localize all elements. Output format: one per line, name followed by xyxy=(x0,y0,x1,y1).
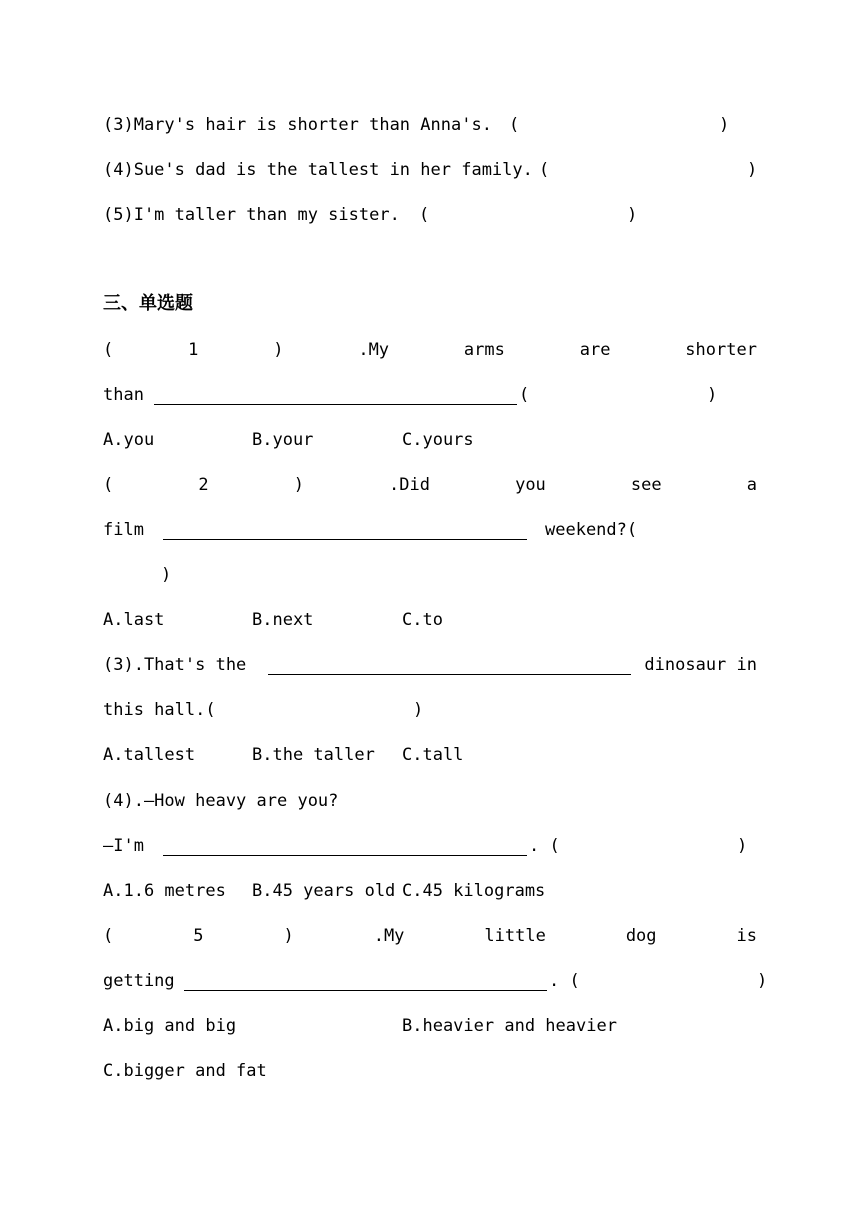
q2-word: a xyxy=(746,475,757,495)
q3-answer-blank[interactable] xyxy=(268,674,631,675)
q2-word: .Did xyxy=(389,475,430,495)
q5-options-row2 xyxy=(103,1059,757,1083)
q4-options xyxy=(103,879,757,903)
judge-item-5-text: (5)I'm taller than my sister. xyxy=(103,205,400,225)
q1-word: ) xyxy=(273,340,284,360)
q5-word: ) xyxy=(283,926,294,946)
option-a: A.last xyxy=(103,610,165,630)
q5-line2-end: . ( xyxy=(549,971,580,991)
option-a: A.tallest xyxy=(103,745,196,765)
answer-paren-close: ) xyxy=(737,836,748,856)
q1-word: are xyxy=(579,340,611,360)
answer-paren-close: ) xyxy=(719,115,730,135)
q1-answer-blank[interactable] xyxy=(154,404,517,405)
q3-end: dinosaur in xyxy=(644,655,757,675)
q2-word: ) xyxy=(293,475,304,495)
q3-line2 xyxy=(103,698,757,722)
section-heading: 三、单选题 xyxy=(103,293,193,314)
q2-line3 xyxy=(103,563,757,587)
q2-line2-end: weekend?( xyxy=(545,520,638,540)
option-a: A.1.6 metres xyxy=(103,881,226,901)
q5-line2-start: getting xyxy=(103,971,175,991)
q4-line2-start: —I'm xyxy=(103,836,144,856)
q1-word: shorter xyxy=(685,340,757,360)
q5-number: 5 xyxy=(193,926,204,946)
q5-word: is xyxy=(736,926,757,946)
answer-paren-close: ) xyxy=(707,385,718,405)
answer-paren-open: ( xyxy=(539,160,550,180)
q1-word: arms xyxy=(463,340,505,360)
answer-paren-close: ) xyxy=(747,160,758,180)
q2-line2-start: film xyxy=(103,520,144,540)
q4-line2 xyxy=(103,834,757,858)
answer-paren-open: ( xyxy=(419,205,430,225)
q1-line2-start: than xyxy=(103,385,144,405)
answer-paren-close: ) xyxy=(413,700,424,720)
option-c: C.45 kilograms xyxy=(402,881,546,901)
q5-word: .My xyxy=(373,926,405,946)
answer-paren-close: ) xyxy=(627,205,638,225)
q5-options-row1 xyxy=(103,1014,757,1038)
q5-answer-blank[interactable] xyxy=(184,990,547,991)
q1-number: 1 xyxy=(188,340,199,360)
answer-paren-open: ( xyxy=(519,385,530,405)
q2-number: 2 xyxy=(198,475,209,495)
q4-line2-end: . ( xyxy=(529,836,560,856)
judge-item-3-text: (3)Mary's hair is shorter than Anna's. xyxy=(103,115,492,135)
q4-answer-blank[interactable] xyxy=(163,855,527,856)
q3-options xyxy=(103,743,757,767)
q1-options xyxy=(103,428,757,452)
q3-line1 xyxy=(103,653,757,677)
option-c: C.to xyxy=(402,610,443,630)
option-b: B.45 years old xyxy=(252,881,396,901)
q1-line1 xyxy=(103,338,757,362)
option-c: C.tall xyxy=(402,745,464,765)
q5-word: little xyxy=(484,926,546,946)
q1-line2 xyxy=(103,383,757,407)
q5-word: ( xyxy=(103,926,114,946)
q5-line2 xyxy=(103,969,768,993)
q2-options xyxy=(103,608,757,632)
option-a: A.you xyxy=(103,430,155,450)
answer-paren-close: ) xyxy=(161,565,172,585)
q2-line1 xyxy=(103,473,757,497)
answer-paren-close: ) xyxy=(757,971,768,991)
q4-question: (4).—How heavy are you? xyxy=(103,791,339,811)
q3-start: (3).That's the xyxy=(103,655,247,675)
option-b: B.heavier and heavier xyxy=(402,1016,617,1036)
option-b: B.your xyxy=(252,430,314,450)
q1-word: ( xyxy=(103,340,114,360)
q4-line1 xyxy=(103,789,757,813)
option-b: B.next xyxy=(252,610,314,630)
option-a: A.big and big xyxy=(103,1016,237,1036)
q3-line2-text: this hall.( xyxy=(103,700,216,720)
option-c: C.yours xyxy=(402,430,474,450)
q5-word: dog xyxy=(625,926,657,946)
judge-item-4 xyxy=(103,158,757,182)
option-c: C.bigger and fat xyxy=(103,1061,267,1081)
q1-word: .My xyxy=(358,340,390,360)
answer-paren-open: ( xyxy=(509,115,520,135)
q2-word: ( xyxy=(103,475,114,495)
q2-answer-blank[interactable] xyxy=(163,539,527,540)
option-b: B.the taller xyxy=(252,745,375,765)
q2-word: you xyxy=(515,475,546,495)
judge-item-3 xyxy=(103,113,757,137)
q2-line2 xyxy=(103,518,757,542)
q5-line1 xyxy=(103,924,757,948)
q2-word: see xyxy=(630,475,662,495)
judge-item-4-text: (4)Sue's dad is the tallest in her family. xyxy=(103,160,533,180)
judge-item-5 xyxy=(103,203,757,227)
